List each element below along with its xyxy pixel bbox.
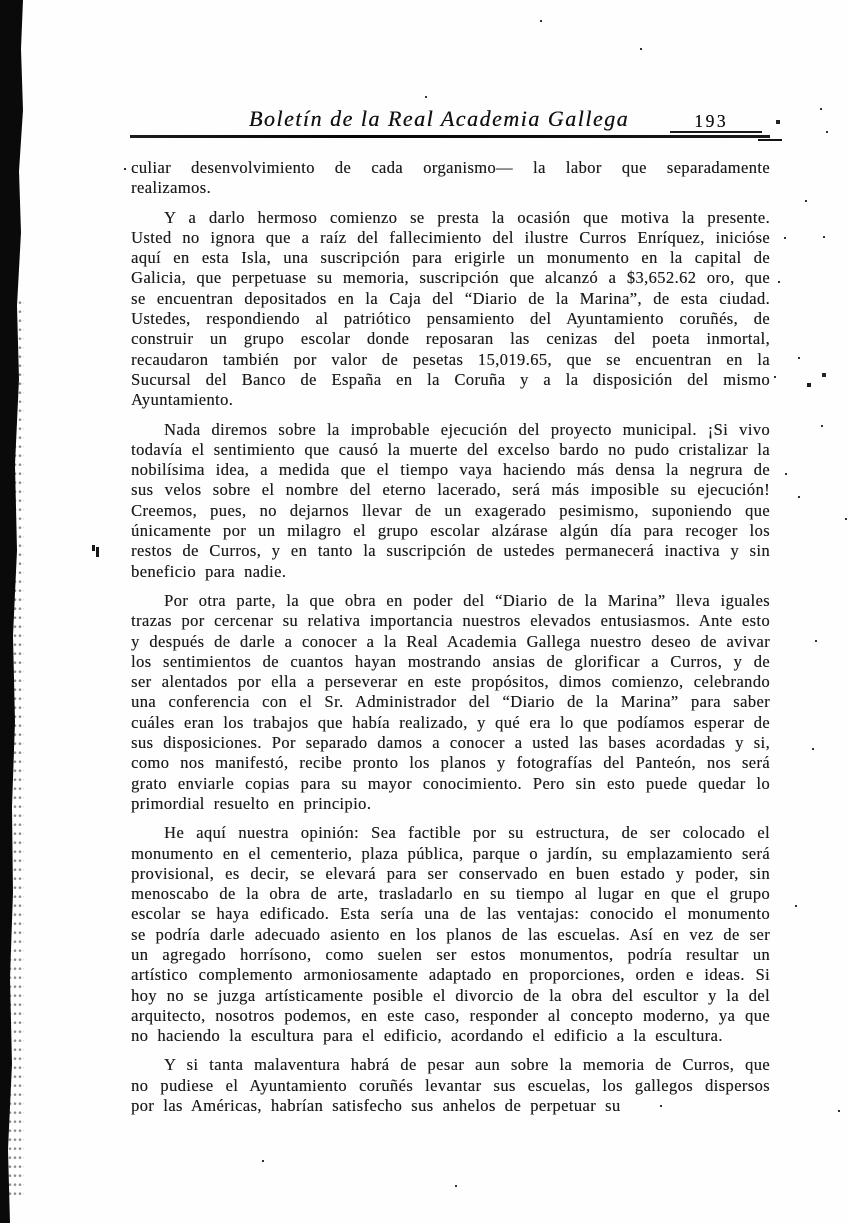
paragraph-2: Y a darlo hermoso comienzo se presta la ocasión que motiva la presente. Usted no ignora que a raíz del fallecimiento del ilustre Curros Enríquez, inicióse aquí en esta Isla, una suscripción para erigirle un monumento en la capital de Galicia, que perpetuase su memoria, suscripción que alcanzó a $3,652.62 oro, que se encuentran depositados en la Caja del “Diario de la Marina”, de esta ciudad. Ustedes, respondiendo al patriótico pensamiento del Ayuntamiento coruñés, de construir un grupo escolar donde reposaran las cenizas del poeta inmortal, recaudaron también por valor de pesetas 15,019.65, que se encuentran en la Sucursal del Banco de España en la Coruña y a la disposición del mismo Ayuntamiento. <box>131 207 770 410</box>
paragraph-6: Y si tanta malaventura habrá de pesar aun sobre la memoria de Curros, que no pudiese el Ayuntamiento coruñés levantar sus escuelas, los gallegos dispersos por las Américas, habrían satisfecho sus anhelos de perpetuar su <box>131 1055 770 1116</box>
scan-artifact-speckles <box>8 300 24 1200</box>
scan-noise-dots <box>0 0 2 2</box>
header-rule <box>130 135 770 138</box>
page-header <box>130 106 770 138</box>
page-body <box>131 158 770 1125</box>
paragraph-1: culiar desenvolvimiento de cada organismo— la labor que separadamente realizamos. <box>131 158 770 198</box>
journal-title: Boletín de la Real Academia Gallega <box>248 106 630 131</box>
paragraph-4: Por otra parte, la que obra en poder del “Diario de la Marina” lleva iguales trazas por cercenar su relativa importancia nuestros elevados entusiasmos. Ante esto y después de darle a conocer a la Real Academia Gallega nuestro deseo de avivar los sentimientos de cuantos hayan mostrando ansias de glorificar a Curros, y de ser alentados por ella a perseverar en este propósitos, dimos comienzo, celebrando una conferencia con el Sr. Administrador del “Diario de la Marina” para saber cuáles eran los trabajos que había realizado, y qué era lo que podíamos esperar de sus disposiciones. Por separado damos a conocer a usted las bases acordadas y si, como nos manifestó, recibe pronto los planos y fotografías del Panteón, nos será grato enviarle copias para su mayor conocimiento. Pero sin esto puede quedar lo primordial resuelto en principio. <box>131 590 770 813</box>
scan-artifact-mark <box>92 545 95 551</box>
paragraph-3: Nada diremos sobre la improbable ejecución del proyecto municipal. ¡Si vivo todavía el sentimiento que causó la muerte del excelso bardo no pudo cristalizar la nobilísima idea, a medida que el tiempo vaya haciendo más densa la negrura de sus velos sobre el nombre del eterno lacerado, será más imposible su ejecución! Creemos, pues, no dejarnos llevar de un exagerado pesimismo, suponiendo que únicamente por un milagro el grupo escolar alzárase algún día para recoger los restos de Curros, y en tanto la suscripción de ustedes permanecerá inactiva y sin beneficio para nadie. <box>131 419 770 581</box>
page-number: 193 <box>694 111 728 131</box>
paragraph-5: He aquí nuestra opinión: Sea factible por su estructura, de ser colocado el monumento en el cementerio, plaza pública, parque o jardín, su emplazamiento será provisional, es decir, se elevará para ser conservado en buen estado y poder, sin menoscabo de la obra de arte, trasladarlo en su tiempo al lugar en que el grupo escolar se haya edificado. Esta sería una de las ventajas: conocido el monumento se podría darle adecuado asiento en los planos de las escuelas. Así en vez de ser un agregado horrísono, como suelen ser estos monumentos, podría resultar un artístico complemento armoniosamente adaptado en proporciones, orden e ideas. Si hoy no se juzga artísticamente posible el divorcio de la obra del escultor y la del arquitecto, nosotros podemos, en este caso, responder al concepto moderno, ya que no haciendo la escultura para el edificio, acordando el edificio a la escultura. <box>131 823 770 1046</box>
